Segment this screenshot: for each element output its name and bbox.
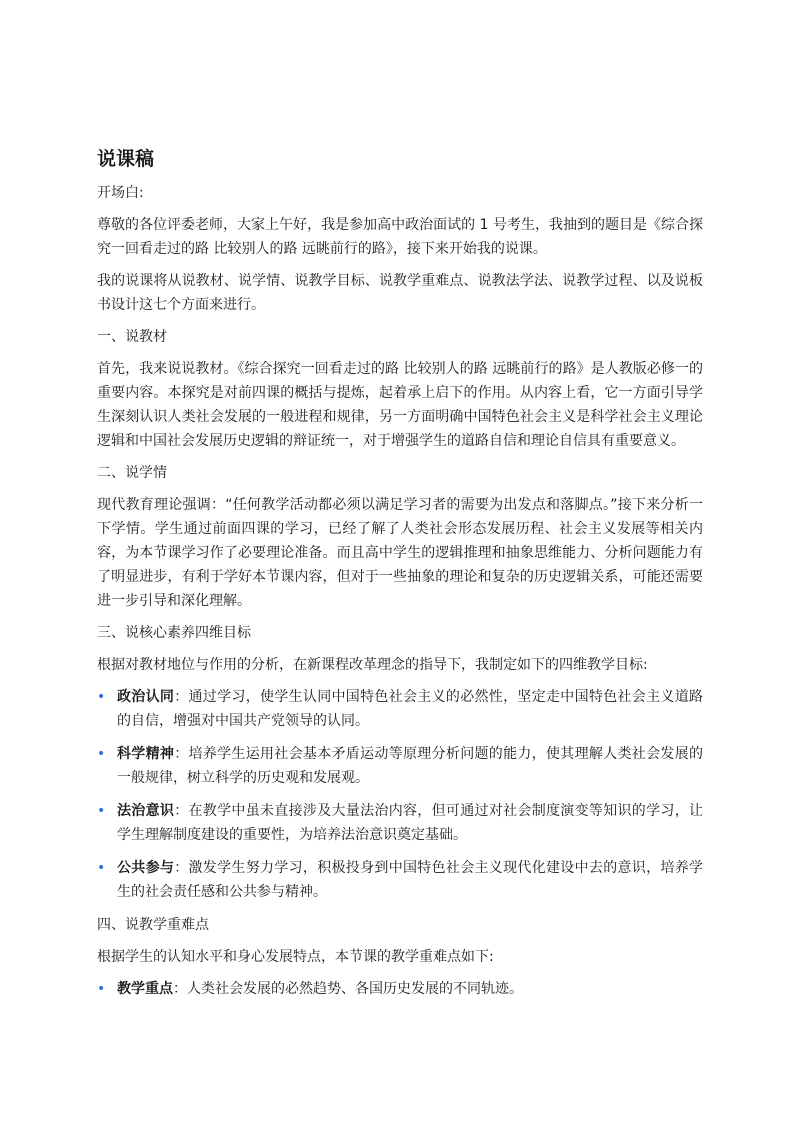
- page-title: 说课稿: [97, 148, 155, 170]
- key-points-paragraph: 根据学生的认知水平和身心发展特点，本节课的教学重难点如下:: [97, 949, 494, 965]
- outline-paragraph: 我的说课将从说教材、说学情、说教学目标、说教学重难点、说教法学法、说教学过程、以及说板书设计这七个方面来进行。: [97, 273, 703, 313]
- bullet-icon: •: [97, 689, 106, 705]
- list-item-term: 公共参与: [117, 860, 175, 876]
- list-item-text: ：培养学生运用社会基本矛盾运动等原理分析问题的能力，使其理解人类社会发展的一般规律，树立科学的历史观和发展观。: [117, 746, 704, 786]
- list-item: [97, 977, 703, 1001]
- list-item-text: ：人类社会发展的必然趋势、各国历史发展的不同轨迹。: [173, 981, 523, 997]
- list-item-text: ：通过学习，使学生认同中国特色社会主义的必然性，坚定走中国特色社会主义道路的自信，增强对中国共产党领导的认同。: [117, 689, 704, 729]
- list-item: [97, 742, 703, 790]
- list-item-text: ：在教学中虽未直接涉及大量法治内容，但可通过对社会制度演变等知识的学习，让学生理解制度建设的重要性，为培养法治意识奠定基础。: [117, 803, 704, 843]
- list-item-text: ：激发学生努力学习，积极投身到中国特色社会主义现代化建设中去的意识，培养学生的社会责任感和公共参与精神。: [117, 860, 704, 900]
- textbook-paragraph: 首先，我来说说教材。《综合探究一回看走过的路 比较别人的路 远眺前行的路》是人教版必修一的重要内容。本探究是对前四课的概括与提炼，起着承上启下的作用。从内容上看，它一方面引导学生深刻认识人类社会发展的一般进程和规律，另一方面明确中国特色社会主义是科学社会主义理论逻辑和中国社会发展历史逻辑的辩证统一，对于增强学生的道路自信和理论自信具有重要意义。: [97, 361, 703, 449]
- key-points-list: [97, 977, 703, 1001]
- bullet-icon: •: [97, 803, 106, 819]
- list-item: [97, 799, 703, 847]
- list-item: [97, 685, 703, 733]
- list-item: [97, 856, 703, 904]
- intro-paragraph: 尊敬的各位评委老师，大家上午好，我是参加高中政治面试的 1 号考生，我抽到的题目是《综合探究一回看走过的路 比较别人的路 远眺前行的路》，接下来开始我的说课。: [97, 217, 703, 257]
- objectives-paragraph: 根据对教材地位与作用的分析，在新课程改革理念的指导下，我制定如下的四维教学目标:: [97, 657, 648, 673]
- opening-label: 开场白:: [97, 185, 144, 201]
- list-item-term: 法治意识: [117, 803, 175, 819]
- students-paragraph: 现代教育理论强调：“任何教学活动都必须以满足学习者的需要为出发点和落脚点。”接下来分析一下学情。学生通过前面四课的学习，已经了解了人类社会形态发展历程、社会主义发展等相关内容，为本节课学习作了必要理论准备。而且高中学生的逻辑推理和抽象思维能力、分析问题能力有了明显进步，有利于学好本节课内容，但对于一些抽象的理论和复杂的历史逻辑关系，可能还需要进一步引导和深化理解。: [97, 497, 703, 609]
- section-heading-textbook: 一、说教材: [97, 329, 167, 345]
- section-heading-objectives: 三、说核心素养四维目标: [97, 625, 251, 641]
- list-item-term: 政治认同: [117, 689, 175, 705]
- section-heading-students: 二、说学情: [97, 465, 167, 481]
- list-item-term: 教学重点: [117, 981, 173, 997]
- bullet-icon: •: [97, 860, 106, 876]
- list-item-term: 科学精神: [117, 746, 175, 762]
- objectives-list: [97, 685, 703, 904]
- document-page: [97, 146, 703, 1010]
- bullet-icon: •: [97, 746, 106, 762]
- bullet-icon: •: [97, 981, 106, 997]
- section-heading-key-points: 四、说教学重难点: [97, 917, 209, 933]
